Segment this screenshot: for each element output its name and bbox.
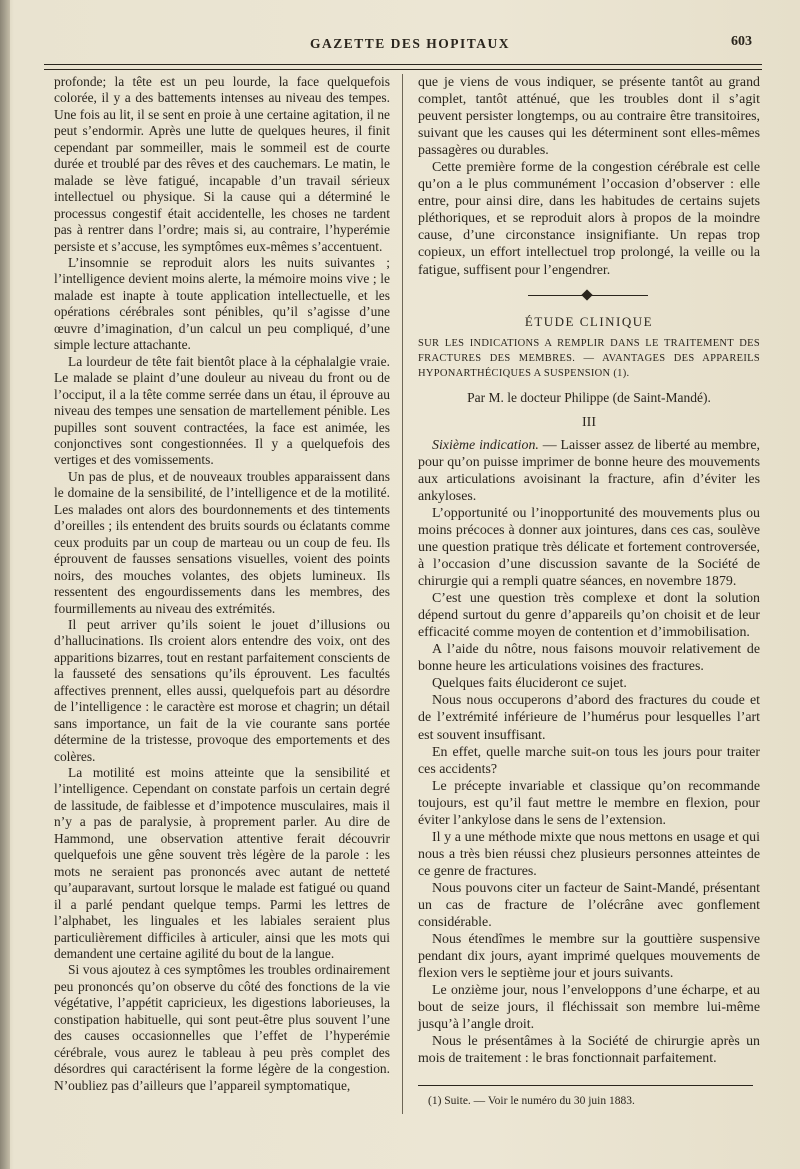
paragraph: Le précepte invariable et classique qu’on recommande toujours, est qu’il faut mettre le membre en flexion, pour éviter l’ankylose dans le sens de l’extension.	[418, 778, 760, 828]
page-binding-edge	[0, 0, 10, 1169]
column-divider	[402, 74, 403, 1114]
left-column	[54, 74, 390, 1094]
paragraph: La motilité est moins atteinte que la sensibilité et l’intelligence. Cependant on constate parfois un certain degré de lassitude, de faiblesse et d’impotence musculaires, mais il n’y a pas de paralysie, à proprement parler. Au dire de Hammond, une observation attentive ferait découvrir quelquefois une gêne souvent très légère de la parole : les mots ne seraient pas prononcés avec autant de netteté qu’auparavant, surtout lorsque le malade est fatigué ou quand il a parlé pendant quelque temps. Parmi les lettres de l’alphabet, les linguales et les labiales seraient plus particulièrement difficiles à articuler, ainsi que les mots qui demandent une certaine agilité du bout de la langue.	[54, 765, 390, 962]
paragraph: profonde; la tête est un peu lourde, la face quelquefois colorée, il y a des battements intenses au niveau des tempes. Une fois au lit, il se sent en proie à une certaine agitation, il ne peut s’endormir. Après une lutte de quelques heures, il finit cependant par sommeiller, mais le sommeil est de courte durée et troublé par des rêves et des cauchemars. Le matin, le malade se lève fatigué, incapable d’un travail sérieux intellectuel ou physique. Si la cause qui a déterminé le processus congestif était accidentelle, les choses ne tardent pas à rentrer dans l’ordre; mais si, au contraire, l’hyperémie persiste et s’accuse, les symptômes eux-mêmes s’accentuent.	[54, 74, 390, 254]
paragraph: Un pas de plus, et de nouveaux troubles apparaissent dans le domaine de la sensibilité, de l’intelligence et de la motilité. Les malades ont alors des bourdonnements et des tintements d’oreilles ; ils entendent des bruits sourds ou éclatants comme ceux produits par un coup de marteau ou un coup de feu. Ils éprouvent de fausses sensations visuelles, voient des points noirs, des mouches volantes, des objets lumineux. Ils ressentent des engourdissements dans les membres, des fourmillements au niveau des extrémités.	[54, 468, 390, 616]
indication-paragraph	[418, 437, 760, 505]
article-subtitle: SUR LES INDICATIONS A REMPLIR DANS LE TRAITEMENT DES FRACTURES DES MEMBRES. — AVANTAGES DES APPAREILS HYPONARTHÉCIQUES A SUSPENSION (1).	[418, 337, 760, 379]
page-number: 603	[731, 34, 752, 49]
header-rule-top	[44, 64, 762, 65]
header-rule-bottom	[44, 69, 762, 70]
paragraph: Nous le présentâmes à la Société de chirurgie après un mois de traitement : le bras fonctionnait parfaitement.	[418, 1034, 760, 1067]
paragraph: Il peut arriver qu’ils soient le jouet d’illusions ou d’hallucinations. Ils croient alors entendre des voix, ont des apparitions bizarres, tout en restant parfaitement conscients de la fausseté des sensations qu’ils éprouvent. Les facultés affectives prennent, elles aussi, quelquefois part au désordre de l’intelligence : le caractère est morose et chagrin; un détail sans importance, un fait de la vie courante sans portée détermine de la tristesse, provoque des emportements et des colères.	[54, 616, 390, 764]
paragraph: Nous étendîmes le membre sur la gouttière suspensive pendant dix jours, ayant imprimé quelques mouvements de flexion vers le septième jour et jours suivants.	[418, 932, 760, 982]
journal-title: GAZETTE DES HOPITAUX	[309, 36, 511, 51]
separator-diamond-icon	[581, 289, 592, 300]
article-heading: ÉTUDE CLINIQUE	[524, 313, 654, 329]
paragraph: A l’aide du nôtre, nous faisons mouvoir relativement de bonne heure les articulations voisines des fractures.	[418, 642, 760, 675]
paragraph: En effet, quelle marche suit-on tous les jours pour traiter ces accidents?	[418, 744, 760, 777]
paragraph: Il y a une méthode mixte que nous mettons en usage et qui nous a très bien réussi chez plusieurs personnes atteintes de ce genre de fractures.	[418, 829, 760, 879]
paragraph: L’opportunité ou l’inopportunité des mouvements plus ou moins précoces à donner aux jointures, dans ces cas, soulève une question pratique très délicate et fortement controversée, à l’occasion d’une discussion savante de la Société de chirurgie qui a rempli quatre séances, en novembre 1879.	[418, 505, 760, 590]
indication-label: Sixième indication.	[432, 437, 539, 453]
section-separator-ornament	[418, 283, 760, 307]
indication-text: — Laisser assez de liberté au membre, pour qu’on puisse imprimer de bonne heure des mouvements aux articulations avoisinant la fracture, afin d’éviter les ankyloses.	[418, 437, 760, 504]
running-header	[60, 34, 760, 54]
paragraph: Le onzième jour, nous l’enveloppons d’une écharpe, et au bout de seize jours, il fléchissait son membre lui-même jusqu’à l’angle droit.	[418, 983, 760, 1033]
footnote-rule	[418, 1085, 753, 1086]
paragraph: Nous pouvons citer un facteur de Saint-Mandé, présentant un cas de fracture de l’olécrâne avec gonflement considérable.	[418, 880, 760, 931]
paragraph: Cette première forme de la congestion cérébrale est celle qu’on a le plus communément l’occasion d’observer : elle entre, pour ainsi dire, dans les habitudes de certains sujets pléthoriques, et se reproduit alors à propos de la moindre cause, d’une circonstance insignifiante. Un repas trop copieux, un effort intellectuel trop prolongé, la veille ou la fatigue, suffisent pour l’engendrer.	[418, 160, 760, 278]
part-number: III	[582, 414, 596, 430]
paragraph: C’est une question très complexe et dont la solution dépend surtout du genre d’appareils qu’on choisit et de leur efficacité comme moyen de contention et d’immobilisation.	[418, 591, 760, 641]
paragraph: Nous nous occuperons d’abord des fractures du coude et de l’extrémité inférieure de l’humérus pour lesquelles l’art est souvent insuffisant.	[418, 693, 760, 743]
article-author: Par M. le docteur Philippe (de Saint-Mandé).	[467, 389, 711, 405]
paragraph: La lourdeur de tête fait bientôt place à la céphalalgie vraie. Le malade se plaint d’une douleur au niveau du front ou de l’occiput, il a la tête comme serrée dans un étau, il éprouve au niveau des tempes une sensation de martellement pénible. Les pupilles sont souvent contractées, la face est animée, les conjonctives sont congestionnées. Il y a quelquefois des vertiges et des vomissements.	[54, 353, 390, 468]
paragraph: L’insomnie se reproduit alors les nuits suivantes ; l’intelligence devient moins alerte, la mémoire moins vive ; le malade est inapte à toute application intellectuelle, et les opérations cérébrales sont pénibles, qu’il s’agisse d’une œuvre d’imagination, d’un calcul un peu compliqué, d’une simple lecture attachante.	[54, 254, 390, 353]
footnote: (1) Suite. — Voir le numéro du 30 juin 1883.	[428, 1095, 635, 1108]
paragraph: que je viens de vous indiquer, se présente tantôt au grand complet, tantôt atténué, que les troubles dont il s’agit peuvent persister longtemps, ou au contraire être transitoires, suivant que les causes qui les déterminent sont elles-mêmes passagères ou durables.	[418, 75, 760, 159]
right-column	[418, 74, 760, 1108]
paragraph: Quelques faits élucideront ce sujet.	[432, 676, 627, 692]
paragraph: Si vous ajoutez à ces symptômes les troubles ordinairement peu prononcés qu’on observe du côté des fonctions de la vie végétative, l’appétit capricieux, les digestions laborieuses, la constipation habituelle, qui sont peut-être plus souvent l’une des causes occasionnelles que l’effet de l’hyperémie cérébrale, vous aurez le tableau à peu près complet des désordres qui caractérisent la forme légère de la congestion. N’oubliez pas d’ailleurs que l’appareil symptomatique,	[54, 962, 390, 1093]
